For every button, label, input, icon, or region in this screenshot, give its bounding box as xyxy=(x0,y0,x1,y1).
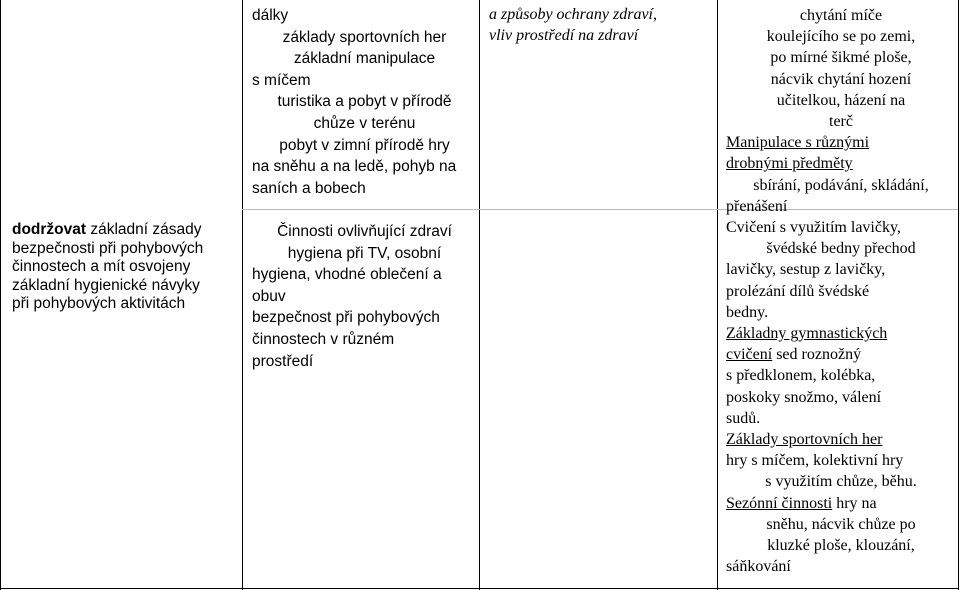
text-line: Cvičení s využitím lavičky, xyxy=(726,219,901,237)
text-line: sudů. xyxy=(726,409,761,427)
cell-activities: chytání míče koulejícího se po zemi, po mírné šikmé ploše, nácvik chytání hození učitelkou, házení na terč Manipulace s různými drobnými předměty sbírání, podávání, skládání, přenášení Cvičení s využitím lavičky, švédské bedny přechod lavičky, sestup z lavičky, prolézání dílů švédské bedny. Základny gymnastických cvičení sed roznožný s předklonem, kolébka, poskoky snožmo, válení sudů. Základy sportovních her hry s míčem, kolektivní hry s využitím chůze, běhu. Sezónní činnosti hry na sněhu, nácvik chůze po kluzké ploše, klouzání, sáňkování xyxy=(726,5,956,577)
table-border-right xyxy=(958,0,959,590)
text-line: chytání míče xyxy=(799,7,883,24)
text-line: turistika a pobyt v přírodě xyxy=(277,93,452,111)
text-line: obuv xyxy=(252,287,286,305)
text-line: pobyt v zimní přírodě hry xyxy=(279,136,450,154)
table-border-left xyxy=(0,0,1,590)
text-line: prolézání dílů švédské xyxy=(726,282,870,300)
text-line: bezpečnost při pohybových xyxy=(252,309,440,327)
text-line: nácvik chytání hození xyxy=(770,70,912,88)
text-line: bedny. xyxy=(726,303,769,321)
text-line: sbírání, podávání, skládání, xyxy=(753,176,929,194)
text-line: hry s míčem, kolektivní hry xyxy=(726,452,904,470)
cell-curriculum-bottom xyxy=(252,221,477,372)
heading-manipulation: Manipulace s různými xyxy=(726,134,870,152)
heading-seasonal: Sezónní činnosti xyxy=(726,494,833,512)
heading-gymnastics: Základny gymnastických xyxy=(726,325,888,343)
table-divider-1 xyxy=(242,0,243,590)
text-line: na sněhu a na ledě, pohyb na xyxy=(252,158,457,176)
text-line: švédské bedny přechod xyxy=(766,240,916,258)
text-line: po mírné šikmé ploše, xyxy=(770,49,912,67)
text-line: a způsoby ochrany zdraví, xyxy=(489,6,657,23)
text-line: základy sportovních her xyxy=(282,28,447,46)
text-line: poskoky snožmo, válení xyxy=(726,388,882,406)
heading-gymnastics-2: cvičení xyxy=(726,346,773,364)
text-line: chůze v terénu xyxy=(313,114,416,132)
text-line: učitelkou, házení na xyxy=(776,91,906,109)
heading-manipulation-2: drobnými předměty xyxy=(726,155,853,173)
keyword-bold: dodržovat xyxy=(12,221,87,238)
text-line: přenášení xyxy=(726,197,788,215)
text-line: sáňkování xyxy=(726,558,791,576)
text-line: s předklonem, kolébka, xyxy=(726,367,876,385)
text-line: kluzké ploše, klouzání, xyxy=(767,537,915,555)
text-line: sněhu, nácvik chůze po xyxy=(766,515,916,533)
text-line: prostředí xyxy=(252,352,314,370)
table-divider-2 xyxy=(479,0,480,590)
text-line: dálky xyxy=(252,7,289,24)
text-line: saních a bobech xyxy=(252,179,366,197)
text-line: s využitím chůze, běhu. xyxy=(765,473,917,491)
text-line: hygiena, vhodné oblečení a xyxy=(252,266,442,284)
cell-cross-topics xyxy=(489,5,709,46)
text-line: lavičky, sestup z lavičky, xyxy=(726,261,886,279)
text-line: činnostech v různém xyxy=(252,330,395,348)
text-line: hygiena při TV, osobní xyxy=(287,244,442,262)
text-line: s míčem xyxy=(252,71,311,89)
cell-competence: dodržovat základní zásady bezpečnosti při pohybových činnostech a mít osvojeny základní hygienické návyky při pohybových aktivitách xyxy=(12,221,234,314)
table-divider-3 xyxy=(717,0,718,590)
text-line: vliv prostředí na zdraví xyxy=(489,26,639,44)
heading-sport-games: Základy sportovních her xyxy=(726,431,883,449)
text-line: základní manipulace xyxy=(293,50,436,68)
text-line: Činnosti ovlivňující zdraví xyxy=(277,223,452,240)
text-line: činnostech a mít osvojeny xyxy=(12,258,191,276)
text-line: koulejícího se po zemi, xyxy=(766,28,916,46)
text-line: při pohybových aktivitách xyxy=(12,295,186,313)
text-line: základní hygienické návyky xyxy=(12,276,200,294)
text-line: bezpečnosti při pohybových xyxy=(12,239,204,257)
cell-curriculum-top xyxy=(252,5,477,199)
text-line: terč xyxy=(829,113,853,131)
